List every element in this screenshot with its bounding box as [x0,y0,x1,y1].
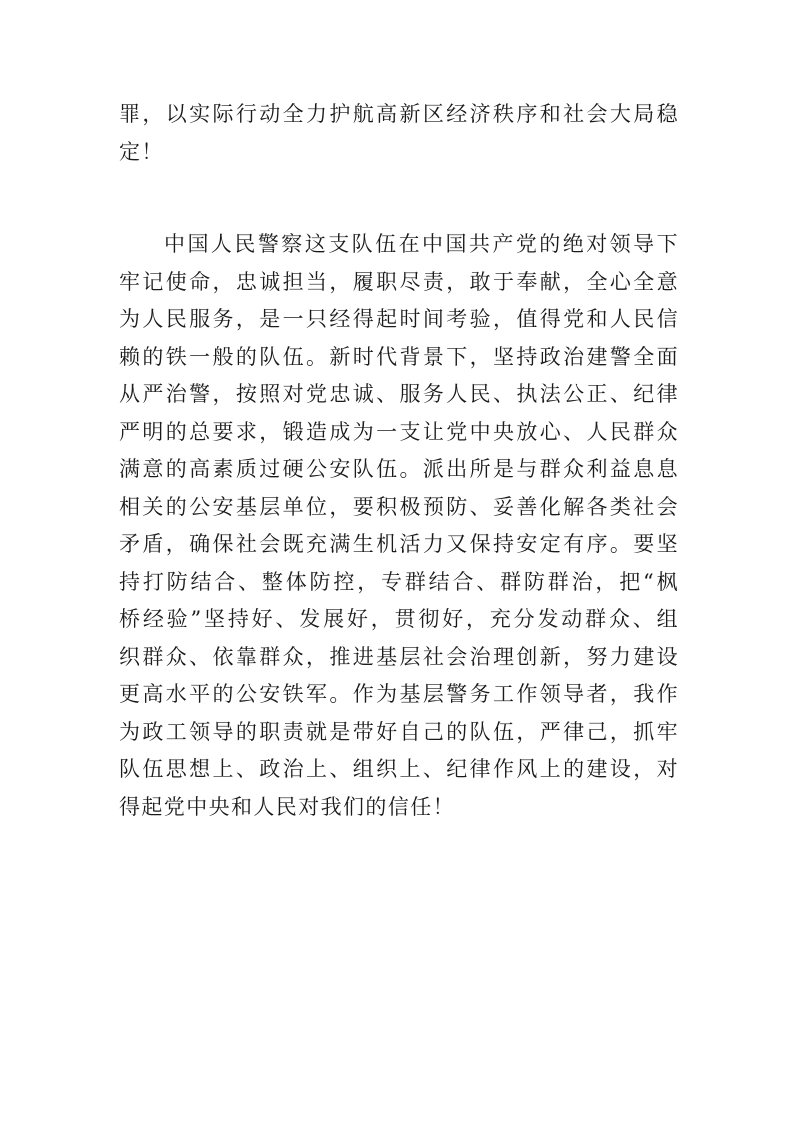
paragraph-line: 从严治警，按照对党忠诚、服务人民、执法公正、纪律 [119,382,679,406]
paragraph-line: 矛盾，确保社会既充满生机活力又保持安定有序。要坚 [119,532,679,556]
paragraph-line: 更高水平的公安铁军。作为基层警务工作领导者，我作 [119,682,679,706]
paragraph-line: 为人民服务，是一只经得起时间考验，值得党和人民信 [119,307,679,331]
paragraph-line: 得起党中央和人民对我们的信任！ [119,794,455,819]
paragraph-line: 为政工领导的职责就是带好自己的队伍，严律己，抓牢 [119,719,679,744]
paragraph-1 [119,96,679,171]
paragraph-line: 持打防结合、整体防控，专群结合、群防群治，把“枫 [119,569,679,594]
paragraph-line: 定！ [119,139,164,164]
paragraph-line: 罪，以实际行动全力护航高新区经济秩序和社会大局稳 [119,102,679,126]
paragraph-line: 桥经验”坚持好、发展好，贯彻好，充分发动群众、组 [119,607,679,631]
paragraph-line: 牢记使命，忠诚担当，履职尽责，敢于奉献，全心全意 [119,269,679,294]
paragraph-line: 满意的高素质过硬公安队伍。派出所是与群众利益息息 [119,457,679,481]
paragraph-line: 严明的总要求，锻造成为一支让党中央放心、人民群众 [119,419,679,444]
paragraph-line: 队伍思想上、政治上、组织上、纪律作风上的建设，对 [119,757,679,781]
paragraph-line: 中国人民警察这支队伍在中国共产党的绝对领导下 [164,232,679,256]
paragraph-line: 赖的铁一般的队伍。新时代背景下，坚持政治建警全面 [119,344,679,369]
paragraph-2 [119,226,679,826]
paragraph-line: 织群众、依靠群众，推进基层社会治理创新，努力建设 [119,644,679,669]
paragraph-line: 相关的公安基层单位，要积极预防、妥善化解各类社会 [119,494,679,519]
